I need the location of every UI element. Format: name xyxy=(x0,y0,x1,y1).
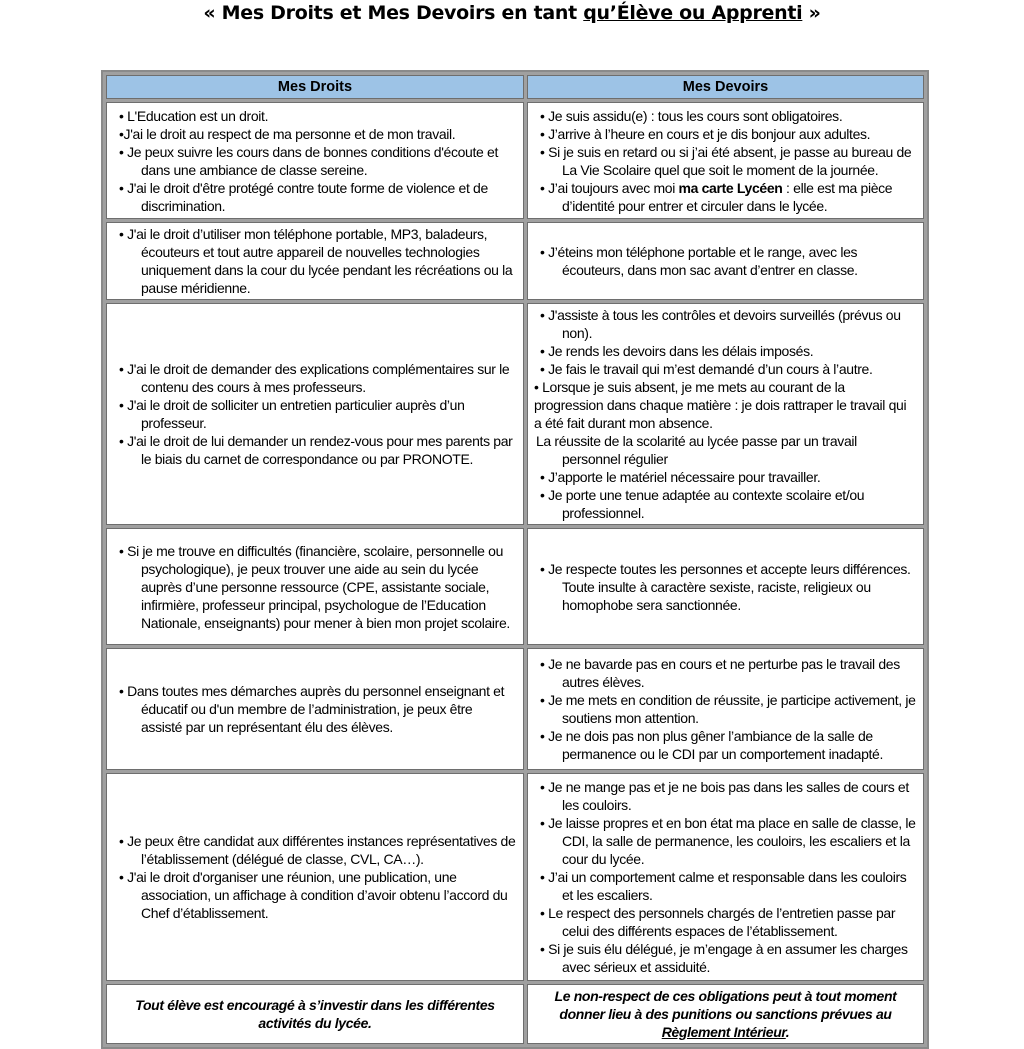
droits-cell xyxy=(106,528,524,645)
list-item: • J’arrive à l’heure en cours et je dis bonjour aux adultes. xyxy=(540,125,871,142)
table-row xyxy=(106,773,924,981)
list-item: • Je rends les devoirs dans les délais imposés. xyxy=(540,343,814,359)
list-item: La réussite de la scolarité au lycée passe par un travail personnel régulier xyxy=(536,433,857,467)
table-footer-row xyxy=(106,984,924,1044)
devoirs-cell xyxy=(527,303,924,525)
list-item: • Je ne mange pas et je ne bois pas dans les salles de cours et les couloirs. xyxy=(540,779,909,813)
title-close-quote: » xyxy=(808,2,821,24)
list-item: • J'ai le droit de solliciter un entretien particulier auprès d’un professeur. xyxy=(119,397,465,431)
devoirs-cell xyxy=(527,648,924,770)
table-row xyxy=(106,648,924,770)
list-item: • J'ai le droit de lui demander un rendez-vous pour mes parents par le biais du carnet de correspondance ou par PRONOTE. xyxy=(119,433,513,467)
list-item: • J'ai le droit d'organiser une réunion, une publication, une association, un affichage à condition d’avoir obtenu l’accord du Chef d’établissement. xyxy=(119,869,508,921)
list-item: • Lorsque je suis absent, je me mets au courant de la progression dans chaque matière : je dois rattraper le travail qui a été fait durant mon absence. xyxy=(534,379,907,431)
header-droits: Mes Droits xyxy=(106,75,524,99)
list-item: • Je laisse propres et en bon état ma place en salle de classe, le CDI, la salle de permanence, les couloirs, les escaliers et la cour du lycée. xyxy=(540,815,916,867)
list-item xyxy=(534,179,917,215)
footer-text: Le non-respect de ces obligations peut à tout moment donner lieu à des punitions ou sanctions prévues au xyxy=(554,988,897,1022)
list-item: • Je porte une tenue adaptée au contexte scolaire et/ou professionnel. xyxy=(540,487,865,521)
list-item: • Je respecte toutes les personnes et accepte leurs différences. Toute insulte à caractère sexiste, raciste, religieux ou homophobe sera sanctionnée. xyxy=(540,560,911,613)
item-text: : elle est ma pièce d’identité pour entrer et circuler dans le lycée. xyxy=(562,179,893,214)
list-item: • J’éteins mon téléphone portable et le range, avec les écouteurs, dans mon sac avant d’entrer en classe. xyxy=(540,244,858,278)
devoirs-cell xyxy=(527,528,924,645)
list-item: • Le respect des personnels chargés de l’entretien passe par celui des différents espaces de l’établissement. xyxy=(540,905,896,939)
table-row xyxy=(106,222,924,300)
droits-cell xyxy=(106,102,524,219)
list-item: • Je peux être candidat aux différentes instances représentatives de l’établissement (délégué de classe, CVL, CA…). xyxy=(119,833,516,867)
title-text: Mes Droits et Mes Devoirs en tant xyxy=(221,2,584,24)
footer-period: . xyxy=(785,1024,790,1040)
title-underlined: qu’Élève ou Apprenti xyxy=(583,2,803,24)
list-item: • Je fais le travail qui m’est demandé d’un cours à l’autre. xyxy=(540,361,873,377)
list-item: • Si je me trouve en difficultés (financière, scolaire, personnelle ou psychologique), je peux trouver une aide au sein du lycée auprès d’une personne ressource (CPE, assistante sociale, infirmière, professeur principal, psychologue de l’Education Nationale, enseignants) pour mener à bien mon projet scolaire. xyxy=(119,542,510,631)
table-row xyxy=(106,102,924,219)
list-item: • Si je suis en retard ou si j’ai été absent, je passe au bureau de La Vie Scolaire quel que soit le moment de la journée. xyxy=(540,143,912,178)
table-row xyxy=(106,303,924,525)
footer-droits: Tout élève est encouragé à s’investir dans les différentes activités du lycée. xyxy=(106,984,524,1044)
droits-cell xyxy=(106,648,524,770)
rights-duties-table xyxy=(101,70,929,1049)
list-item: • Dans toutes mes démarches auprès du personnel enseignant et éducatif ou d'un membre de l’administration, je peux être assisté par un représentant élu des élèves. xyxy=(119,683,505,735)
list-item: • Je peux suivre les cours dans de bonnes conditions d'écoute et dans une ambiance de classe sereine. xyxy=(119,143,498,178)
table-row xyxy=(106,528,924,645)
item-text: • J’ai toujours avec moi xyxy=(540,179,679,196)
list-item: • Je me mets en condition de réussite, je participe activement, je soutiens mon attention. xyxy=(540,692,916,726)
page-title xyxy=(0,2,1024,24)
table-header-row xyxy=(106,75,924,99)
droits-cell xyxy=(106,303,524,525)
list-item: • Je suis assidu(e) : tous les cours sont obligatoires. xyxy=(540,107,843,124)
droits-cell xyxy=(106,773,524,981)
header-devoirs: Mes Devoirs xyxy=(527,75,924,99)
list-item: • Je ne dois pas non plus gêner l’ambiance de la salle de permanence ou le CDI par un comportement inadapté. xyxy=(540,728,884,762)
droits-cell xyxy=(106,222,524,300)
carte-lyceen-bold: ma carte Lycéen xyxy=(678,179,783,196)
devoirs-cell xyxy=(527,773,924,981)
list-item: • L'Education est un droit. xyxy=(119,107,269,124)
list-item: • J'ai le droit de demander des explications complémentaires sur le contenu des cours à mes professeurs. xyxy=(119,361,510,395)
list-item: • J’ai un comportement calme et responsable dans les couloirs et les escaliers. xyxy=(540,869,907,903)
list-item: • Si je suis élu délégué, je m’engage à en assumer les charges avec sérieux et assiduité. xyxy=(540,941,908,975)
devoirs-cell xyxy=(527,102,924,219)
list-item: • J'assiste à tous les contrôles et devoirs surveillés (prévus ou non). xyxy=(540,307,901,341)
footer-devoirs xyxy=(527,984,924,1044)
list-item: • J'ai le droit d’utiliser mon téléphone portable, MP3, baladeurs, écouteurs et tout autre appareil de nouvelles technologies uniquement dans la cour du lycée pendant les récréations ou la pause méridienne. xyxy=(119,226,513,296)
list-item: • J’apporte le matériel nécessaire pour travailler. xyxy=(540,469,821,485)
devoirs-cell xyxy=(527,222,924,300)
reglement-interieur-link: Règlement Intérieur xyxy=(661,1024,786,1040)
list-item: •J'ai le droit au respect de ma personne et de mon travail. xyxy=(119,125,456,142)
list-item: • J'ai le droit d'être protégé contre toute forme de violence et de discrimination. xyxy=(119,179,488,214)
list-item: • Je ne bavarde pas en cours et ne perturbe pas le travail des autres élèves. xyxy=(540,656,900,690)
title-open-quote: « xyxy=(203,2,216,24)
